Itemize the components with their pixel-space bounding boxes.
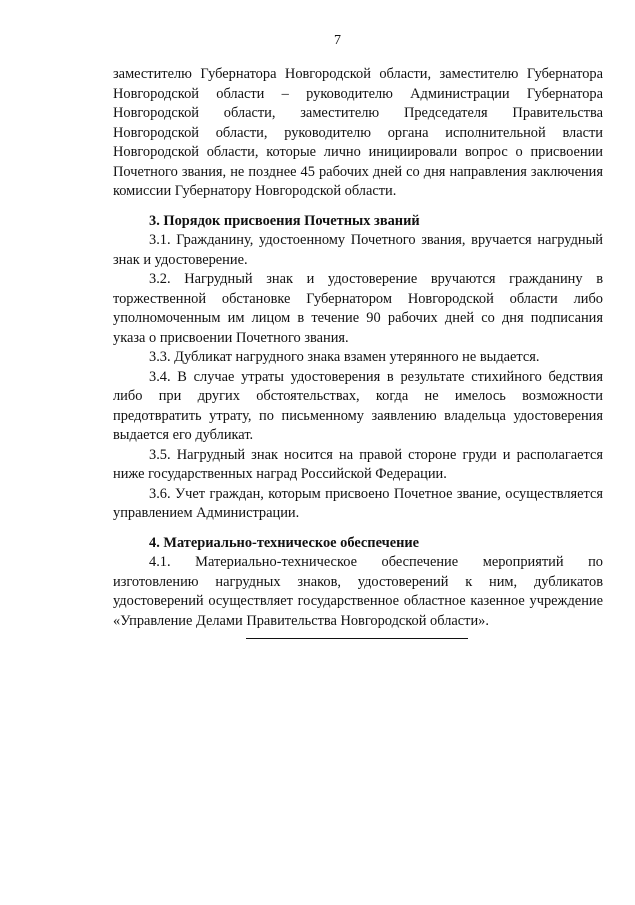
paragraph-3-2: 3.2. Нагрудный знак и удостоверение вручаются гражданину в торжественной обстановке Губернатором Новгородской области либо уполномоченным им лицом в течение 90 рабочих дней со дня подписания указа о присвоении Почетного звания. bbox=[113, 271, 603, 346]
spacer bbox=[113, 202, 603, 212]
spacer bbox=[113, 524, 603, 534]
end-divider-line bbox=[246, 638, 468, 639]
paragraph-4-1: 4.1. Материально-техническое обеспечение мероприятий по изготовлению нагрудных знаков, удостоверений к ним, дубликатов удостоверений осуществляет государственное областное казенное учреждение «Управление Делами Правительства Новгородской области». bbox=[113, 554, 603, 629]
paragraph-3-4: 3.4. В случае утраты удостоверения в результате стихийного бедствия либо при других обстоятельствах, когда не имелось возможности предотвратить утрату, по письменному заявлению владельца удостоверения выдается его дубликат. bbox=[113, 368, 603, 443]
section-4 bbox=[113, 534, 603, 632]
intro-paragraph: заместителю Губернатора Новгородской области, заместителю Губернатора Новгородской области – руководителю Администрации Губернатора Новгородской области, заместителю Председателя Правительства Новгородской области, руководителю органа исполнительной власти Новгородской области, которые лично инициировали вопрос о присвоении Почетного звания, не позднее 45 рабочих дней со дня направления заключения комиссии Губернатору Новгородской области. bbox=[113, 66, 603, 199]
paragraph-3-1: 3.1. Гражданину, удостоенному Почетного звания, вручается нагрудный знак и удостоверение. bbox=[113, 232, 603, 268]
section-3 bbox=[113, 212, 603, 524]
section-3-heading: 3. Порядок присвоения Почетных званий bbox=[149, 212, 420, 229]
paragraph-3-5: 3.5. Нагрудный знак носится на правой стороне груди и располагается ниже государственных наград Российской Федерации. bbox=[113, 446, 603, 482]
paragraph-3-6: 3.6. Учет граждан, которым присвоено Почетное звание, осуществляется управлением Администрации. bbox=[113, 485, 603, 521]
paragraph-3-3: 3.3. Дубликат нагрудного знака взамен утерянного не выдается. bbox=[149, 349, 540, 365]
section-4-heading: 4. Материально-техническое обеспечение bbox=[149, 534, 420, 551]
document-body bbox=[113, 65, 603, 631]
page-number: 7 bbox=[334, 33, 341, 48]
